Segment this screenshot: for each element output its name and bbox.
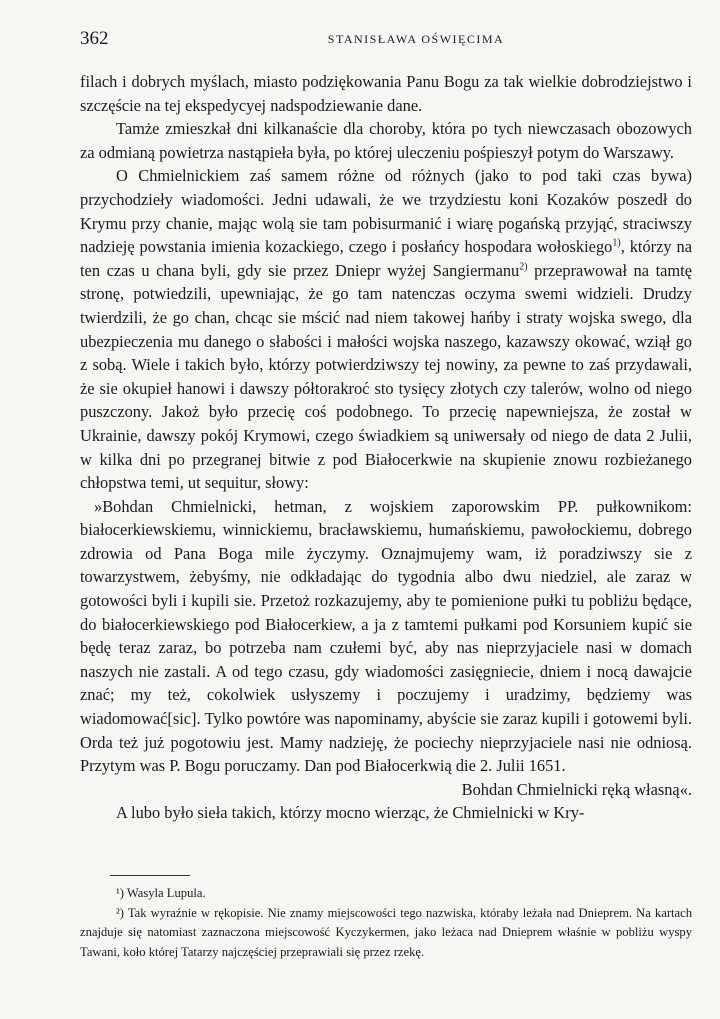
footnote-2: ²) Tak wyraźnie w rękopisie. Nie znamy miejscowości tego nazwiska, któraby leżała nad Dnieprem. Na kartach znajduje się natomiast zaznaczona miejscowość Kyczykermen, jako leżaca nad Dnieprem właśnie w pobliżu wyspy Tawani, koło której Tatarzy najczęściej przeprawiali się przez rzekę. <box>80 905 692 959</box>
running-head: STANISŁAWA OŚWIĘCIMA <box>327 32 505 46</box>
paragraph-3-part-b: , którzy na ten czas u chana byli, gdy sie przez Dniepr wyżej Sangiermanu <box>80 237 692 280</box>
body-text <box>80 70 692 825</box>
paragraph-3-part-c: przeprawował na tamtę stronę, potwiedzili, upewniając, że go tam natenczas oczyma swemi widzieli. Drudzy twierdzili, że go chan, chcąc sie mścić nad niem takowej hańby i straty wojska swego, dla ubezpieczenia mu danego o słabości i małości wojska naszego, kazawszy okować, wziął go z sobą. Wiele i takich było, którzy potwierdziwszy tej nowiny, za pewne to zaś przydawali, że sie okupieł hanowi i dawszy półtorakroć sto tysięcy złotych czy talerów, wolno od niego puszczony. Jakoż było przecię coś podobnego. To przecię napewniejsza, że został w Ukrainie, dawszy pokój Krymowi, czego świadkiem są uniwersały od niego de data 2 Julii, w kilka dni po przegranej bitwie z pod Białocerkwie na skupienie znowu rozbieżanego chłopstwa temi, ut sequitur, słowy: <box>80 260 693 493</box>
paragraph-3-part-a: O Chmielnickiem zaś samem różne od różnych (jako to pod taki czas bywa) przychodzieły wiadomości. Jedni udawali, że we trzydziestu koni Kozaków poszedł do Krymu przy chanie, mając wolą sie tam pobisurmanić i wiarę pogańską przyjąć, straciwszy nadzieję powstania imienia kozackiego, czego i posłańcy hospodara wołoskiego <box>80 166 692 257</box>
letter-signature-line <box>80 778 692 802</box>
paragraph-3 <box>80 164 692 494</box>
page-number: 362 <box>80 28 109 49</box>
paragraph-2: Tamże zmieszkał dni kilkanaście dla choroby, która po tych niewczasach obozowych za odmianą powietrza nastąpieła była, po której uleczeniu pośpieszył potym do Warszawy. <box>80 119 692 162</box>
page-header <box>80 28 692 52</box>
paragraph-4: A lubo było sieła takich, którzy mocno wierząc, że Chmielnicki w Kry- <box>116 803 585 823</box>
quoted-letter: »Bohdan Chmielnicki, hetman, z wojskiem zaporowskim PP. pułkownikom: białocerkiewskiemu, winnickiemu, bracławskiemu, humańskiemu, pawołockiemu, dobrego zdrowia od Pana Boga mile życzymy. Oznajmujemy wam, iż poradziwszy sie z towarzystwem, żebyśmy, nie odkładając do tygodnia albo dwu niedziel, ale zaraz w gotowości byli i kupili sie. Przetoż rozkazujemy, aby te pomienione pułki tu pobliżu będące, do białocerkiewskiego pod Białocerkiew, a ja z tamtemi pułkami pod Korsuniem kupić sie będę teraz zaraz, bo potrzeba nam czułemi być, aby nas nieprzyjaciele nasi w domach naszych nie zastali. A od tego czasu, gdy wiadomości zasięgniecie, dniem i nocą dawajcie znać; my też, cokolwiek usłyszemy i poczujemy i uradzimy, będziemy was wiadomować[sic]. Tylko powtóre was napominamy, abyście sie zaraz kupili i gotowemi byli. Orda też już pogotowiu jest. Mamy nadzieję, że pociechy nieprzyjaciele nasi nie odniosą. Przytym was P. Bogu poruczamy. Dan pod Białocerkwią die 2. Julii 1651. <box>80 496 692 776</box>
footnote-1-marker[interactable]: 1) <box>612 237 621 249</box>
footnotes <box>80 884 692 962</box>
footnote-2-marker[interactable]: 2) <box>519 261 528 273</box>
footnote-divider <box>110 875 190 876</box>
paragraph-1: filach i dobrych myślach, miasto podziękowania Panu Bogu za tak wielkie dobrodziejstwo i szczęście na tej ekspedycyej nadspodziewanie dane. <box>80 72 692 115</box>
letter-signature: Bohdan Chmielnicki ręką własną«. <box>461 779 692 799</box>
footnote-1: ¹) Wasyla Lupula. <box>116 886 206 900</box>
